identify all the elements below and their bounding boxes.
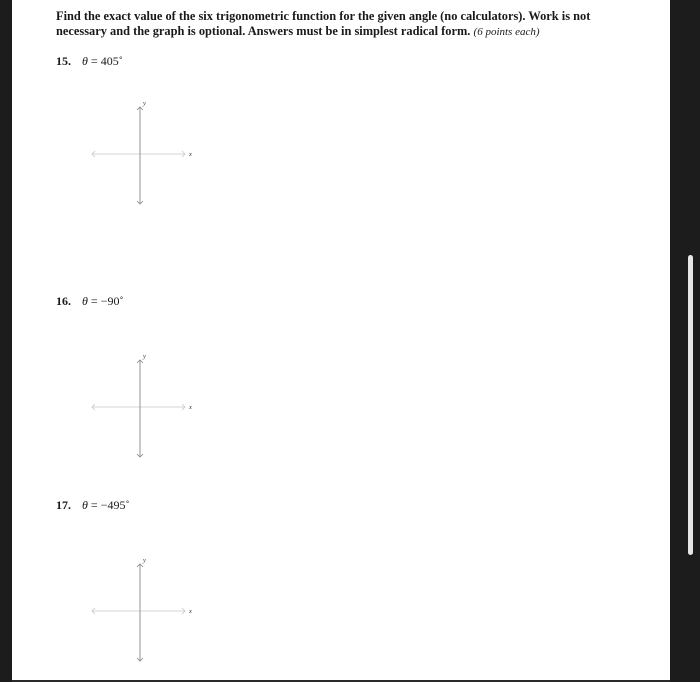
coordinate-axes-17 (87, 554, 207, 666)
vertical-scrollbar-thumb[interactable] (688, 255, 693, 555)
document-page (12, 0, 670, 680)
theta-symbol: θ (82, 294, 88, 308)
y-axis-label: y (143, 100, 146, 107)
y-axis-label: y (143, 353, 146, 360)
instructions-text (56, 9, 656, 40)
angle-value: −90˚ (100, 294, 124, 308)
problem-15-label (56, 54, 123, 69)
x-axis-label: x (189, 151, 192, 158)
x-axis-label: x (189, 608, 192, 615)
equals-sign: = (90, 294, 98, 308)
problem-16-label (56, 294, 123, 309)
theta-symbol: θ (82, 54, 88, 68)
instructions-line-1: Find the exact value of the six trigonometric function for the given angle (no calculators). Work is not (56, 9, 591, 23)
y-axis-label: y (143, 557, 146, 564)
points-note: (6 points each) (473, 26, 540, 38)
theta-symbol: θ (82, 498, 88, 512)
problem-number: 16. (56, 294, 71, 308)
problem-17-label (56, 498, 129, 513)
coordinate-axes-15 (87, 97, 207, 209)
right-window-border (670, 0, 700, 682)
equals-sign: = (90, 54, 98, 68)
left-window-border (0, 0, 12, 682)
instructions-line-2: necessary and the graph is optional. Answers must be in simplest radical form. (56, 24, 471, 38)
angle-value: −495˚ (100, 498, 130, 512)
problem-number: 15. (56, 54, 71, 68)
equals-sign: = (90, 498, 98, 512)
problem-number: 17. (56, 498, 71, 512)
x-axis-label: x (189, 404, 192, 411)
angle-value: 405˚ (100, 54, 123, 68)
coordinate-axes-16 (87, 350, 207, 462)
